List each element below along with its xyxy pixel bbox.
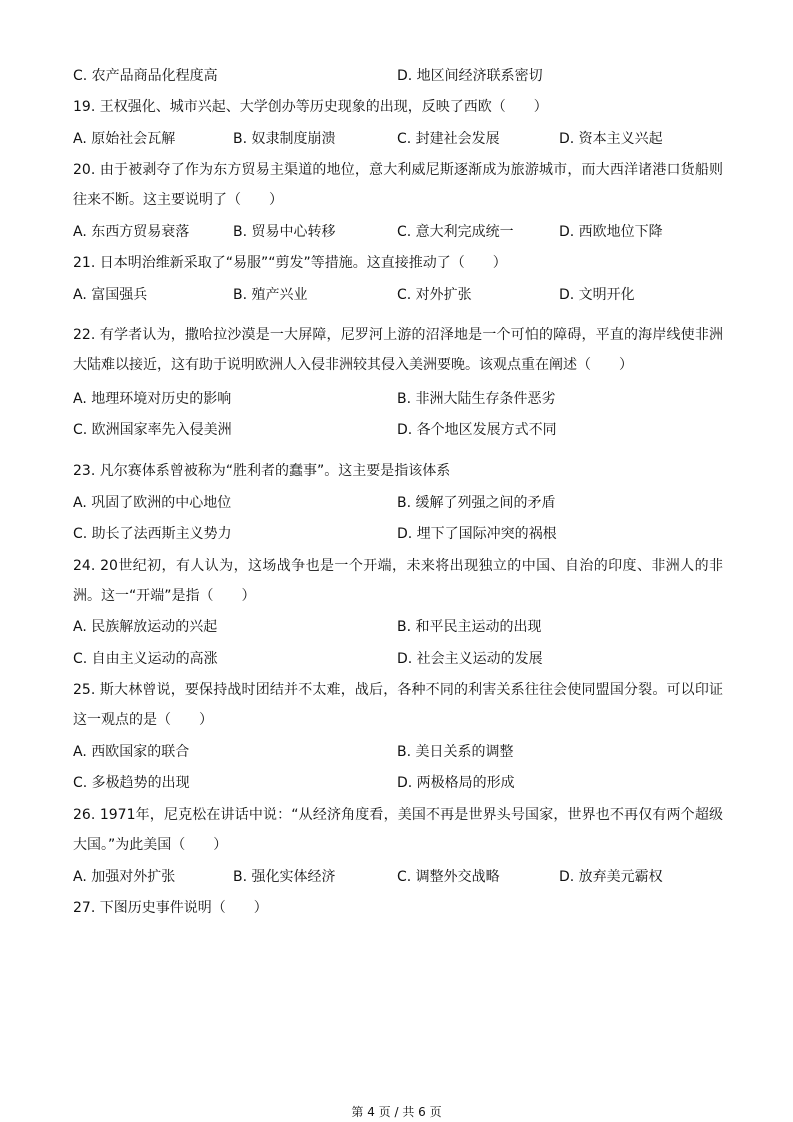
q19-option-a: A. 原始社会瓦解: [73, 131, 176, 147]
q23-option-d: D. 埋下了国际冲突的祸根: [397, 526, 557, 542]
q24-stem: 24. 20世纪初，有人认为，这场战争也是一个开端，未来将出现独立的中国、自治的印度、非洲人的非洲。这一“开端”是指（ ）: [73, 558, 723, 604]
q23-stem: 23. 凡尔赛体系曾被称为“胜利者的蠢事”。这主要是指该体系: [73, 463, 451, 479]
q26-option-a: A. 加强对外扩张: [73, 869, 176, 885]
q26-option-b: B. 强化实体经济: [233, 869, 336, 885]
q22-stem: 22. 有学者认为，撒哈拉沙漠是一大屏障，尼罗河上游的沼泽地是一个可怕的障碍，平直的海岸线使非洲大陆难以接近，这有助于说明欧洲人入侵非洲较其侵入美洲要晚。该观点重在阐述（ ）: [73, 327, 723, 373]
q22-option-a: A. 地理环境对历史的影响: [73, 391, 232, 407]
q22-option-d: D. 各个地区发展方式不同: [397, 422, 557, 438]
q24-option-c: C. 自由主义运动的高涨: [73, 651, 218, 667]
q26-option-d: D. 放弃美元霸权: [559, 869, 663, 885]
q20-option-d: D. 西欧地位下降: [559, 224, 663, 240]
q25-option-c: C. 多极趋势的出现: [73, 775, 190, 791]
q21-option-c: C. 对外扩张: [397, 287, 472, 303]
q25-option-b: B. 美日关系的调整: [397, 744, 514, 760]
q20-option-a: A. 东西方贸易衰落: [73, 224, 190, 240]
page-number: 第 4 页 / 共 6 页: [351, 1105, 442, 1119]
q21-option-b: B. 殖产兴业: [233, 287, 308, 303]
q19-option-c: C. 封建社会发展: [397, 131, 500, 147]
q24-option-b: B. 和平民主运动的出现: [397, 619, 542, 635]
q20-option-b: B. 贸易中心转移: [233, 224, 336, 240]
q21-option-d: D. 文明开化: [559, 287, 635, 303]
q27-stem: 27. 下图历史事件说明（ ）: [73, 900, 268, 916]
q20-option-c: C. 意大利完成统一: [397, 224, 514, 240]
q19-stem: 19. 王权强化、城市兴起、大学创办等历史现象的出现，反映了西欧（ ）: [73, 99, 548, 115]
q18-option-c: C. 农产品商品化程度高: [73, 68, 218, 84]
q22-option-c: C. 欧洲国家率先入侵美洲: [73, 422, 232, 438]
q20-stem: 20. 由于被剥夺了作为东方贸易主渠道的地位，意大利威尼斯逐渐成为旅游城市，而大西洋诸港口货船则往来不断。这主要说明了（ ）: [73, 162, 723, 208]
q25-option-d: D. 两极格局的形成: [397, 775, 515, 791]
q19-option-b: B. 奴隶制度崩溃: [233, 131, 336, 147]
q19-option-d: D. 资本主义兴起: [559, 131, 663, 147]
q25-stem: 25. 斯大林曾说，要保持战时团结并不太难，战后，各种不同的利害关系往往会使同盟国分裂。可以印证这一观点的是（ ）: [73, 682, 723, 728]
q22-option-b: B. 非洲大陆生存条件恶劣: [397, 391, 556, 407]
q21-option-a: A. 富国强兵: [73, 287, 148, 303]
q26-stem: 26. 1971年，尼克松在讲话中说：“从经济角度看，美国不再是世界头号国家，世界也不再仅有两个超级大国。”为此美国（ ）: [73, 807, 723, 853]
q23-option-a: A. 巩固了欧洲的中心地位: [73, 495, 232, 511]
q24-option-a: A. 民族解放运动的兴起: [73, 619, 218, 635]
q23-option-b: B. 缓解了列强之间的矛盾: [397, 495, 556, 511]
q24-option-d: D. 社会主义运动的发展: [397, 651, 543, 667]
q18-option-d: D. 地区间经济联系密切: [397, 68, 543, 84]
q23-option-c: C. 助长了法西斯主义势力: [73, 526, 232, 542]
q26-option-c: C. 调整外交战略: [397, 869, 500, 885]
q25-option-a: A. 西欧国家的联合: [73, 744, 190, 760]
q21-stem: 21. 日本明治维新采取了“易服”“剪发”等措施。这直接推动了（ ）: [73, 255, 507, 271]
